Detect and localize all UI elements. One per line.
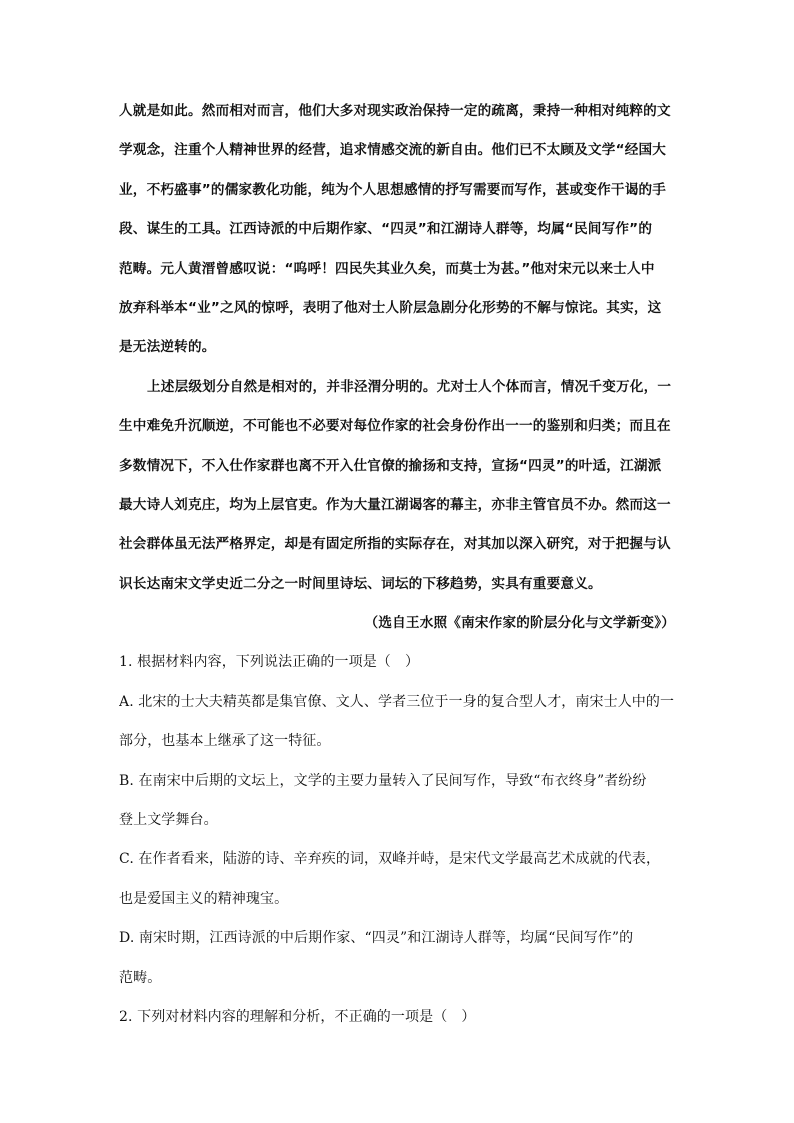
question-stem: 2. 下列对材料内容的理解和分析，不正确的一项是（ ） [119, 1008, 476, 1025]
option-c-line: C. 在作者看来，陆游的诗、辛弃疾的词，双峰并峙，是宋代文学最高艺术成就的代表， [119, 851, 661, 868]
passage-line: 范畴。元人黄溍曾感叹说：“呜呼！四民失其业久矣，而莫士为甚。”他对宋元以来士人中 [119, 260, 655, 277]
passage-line: 人就是如此。然而相对而言，他们大多对现实政治保持一定的疏离，秉持一种相对纯粹的文 [119, 103, 671, 119]
question-stem: 1. 根据材料内容，下列说法正确的一项是（ ） [119, 654, 420, 671]
passage-paragraph-2 [119, 368, 675, 604]
passage-line: 上述层级划分自然是相对的，并非泾渭分明的。尤对士人个体而言，情况千变万化，一 [147, 378, 672, 395]
passage-line: 最大诗人刘克庄，均为上层官吏。作为大量江湖谒客的幕主，亦非主管官员不办。然而这一 [119, 496, 671, 513]
option-c-line: 也是爱国主义的精神瑰宝。 [119, 890, 289, 907]
option-d-line: 范畴。 [119, 969, 162, 986]
option-a-line: 部分，也基本上继承了这一特征。 [119, 733, 331, 750]
document-page [119, 92, 675, 1037]
passage-line: 放弃科举本“业”之风的惊呼，表明了他对士人阶层急剧分化形势的不解与惊诧。其实，这 [119, 299, 662, 316]
passage-line: 段、谋生的工具。江西诗派的中后期作家、“四灵”和江湖诗人群等，均属“民间写作”的 [119, 221, 653, 238]
passage-line: 识长达南宋文学史近二分之一时间里诗坛、词坛的下移趋势，实具有重要意义。 [119, 575, 602, 592]
passage-line: 生中难免升沉顺逆，不可能也不必要对每位作家的社会身份作出一一的鉴别和归类；而且在 [119, 418, 671, 435]
passage-source: （选自王水照《南宋作家的阶层分化与文学新变》） [364, 615, 675, 632]
question-2 [119, 998, 675, 1037]
passage-paragraph-1 [119, 92, 675, 368]
option-b-line: B. 在南宋中后期的文坛上，文学的主要力量转入了民间写作，导致“布衣终身”者纷纷 [119, 772, 647, 789]
question-1 [119, 643, 675, 998]
option-a-line: A. 北宋的士大夫精英都是集官僚、文人、学者三位于一身的复合型人才，南宋士人中的一 [119, 693, 675, 710]
passage-line: 多数情况下，不入仕作家群也离不开入仕官僚的揄扬和支持，宣扬“四灵”的叶适，江湖派 [119, 457, 662, 474]
passage-line: 业，不朽盛事”的儒家教化功能，纯为个人思想感情的抒写需要而写作，甚或变作干谒的手 [119, 181, 667, 198]
passage-line: 社会群体虽无法严格界定，却是有固定所指的实际存在，对其加以深入研究，对于把握与认 [119, 536, 671, 553]
option-b-line: 登上文学舞台。 [119, 812, 218, 829]
passage-line: 学观念，注重个人精神世界的经营，追求情感交流的新自由。他们已不太顾及文学“经国大 [119, 142, 667, 159]
option-d-line: D. 南宋时期，江西诗派的中后期作家、“四灵”和江湖诗人群等，均属“民间写作”的 [119, 930, 634, 947]
passage-line: 是无法逆转的。 [119, 339, 216, 356]
